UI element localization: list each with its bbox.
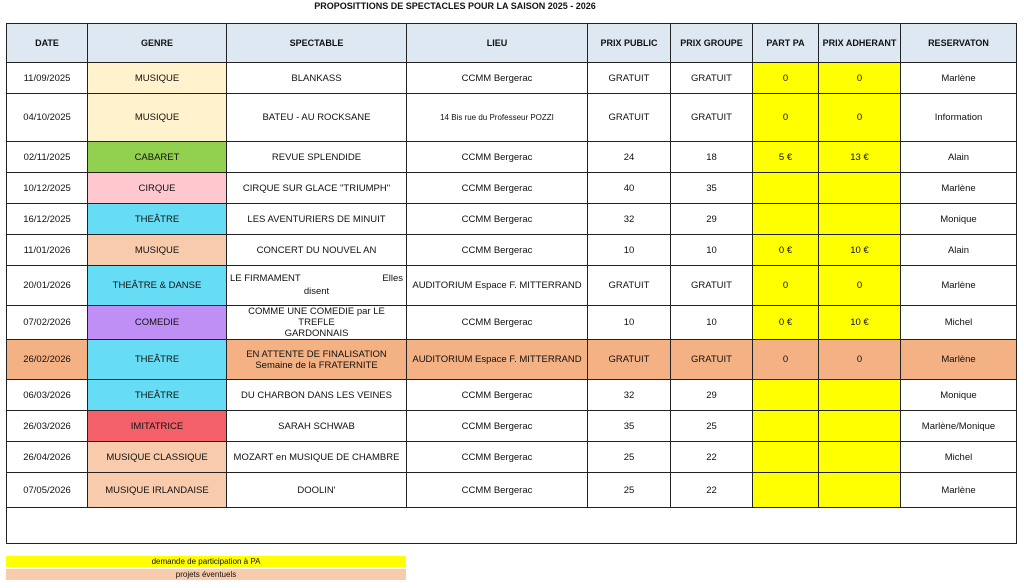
- table-row[interactable]: [7, 204, 1017, 235]
- cell-lieu: CCMM Bergerac: [407, 173, 588, 204]
- header-spectacle: SPECTABLE: [227, 24, 407, 63]
- cell-prix-groupe: 22: [671, 442, 753, 473]
- cell-prix-public: GRATUIT: [588, 340, 671, 380]
- spectacle-line-1: LE FIRMAMENT: [230, 272, 301, 284]
- cell-part-pa: 0: [753, 340, 819, 380]
- cell-genre: THEÂTRE: [88, 380, 227, 411]
- header-part-pa: PART PA: [753, 24, 819, 63]
- cell-date: 26/03/2026: [7, 411, 88, 442]
- spectacle-line-1: EN ATTENTE DE FINALISATION: [246, 348, 387, 360]
- cell-lieu: 14 Bis rue du Professeur POZZI: [407, 94, 588, 142]
- cell-prix-public: 10: [588, 306, 671, 340]
- header-reservation: RESERVATON: [901, 24, 1017, 63]
- cell-prix-adherant: 10 €: [819, 306, 901, 340]
- cell-prix-adherant: [819, 380, 901, 411]
- cell-part-pa: 0: [753, 94, 819, 142]
- cell-genre: THEÂTRE: [88, 340, 227, 380]
- cell-prix-groupe: 10: [671, 235, 753, 266]
- cell-spectacle: [227, 340, 407, 380]
- cell-prix-groupe: GRATUIT: [671, 94, 753, 142]
- cell-genre: CIRQUE: [88, 173, 227, 204]
- cell-prix-groupe: 25: [671, 411, 753, 442]
- cell-spectacle: SARAH SCHWAB: [227, 411, 407, 442]
- cell-lieu: CCMM Bergerac: [407, 63, 588, 94]
- cell-prix-public: 40: [588, 173, 671, 204]
- cell-prix-public: 25: [588, 442, 671, 473]
- cell-date: 10/12/2025: [7, 173, 88, 204]
- cell-prix-public: 10: [588, 235, 671, 266]
- cell-reservation: Information: [901, 94, 1017, 142]
- cell-genre: CABARET: [88, 142, 227, 173]
- cell-spectacle: LES AVENTURIERS DE MINUIT: [227, 204, 407, 235]
- cell-date: 02/11/2025: [7, 142, 88, 173]
- cell-reservation: Marlène: [901, 473, 1017, 508]
- cell-lieu: AUDITORIUM Espace F. MITTERRAND: [407, 266, 588, 306]
- cell-reservation: Alain: [901, 142, 1017, 173]
- cell-genre: COMEDIE: [88, 306, 227, 340]
- cell-part-pa: [753, 411, 819, 442]
- spectacles-table: [6, 23, 1017, 544]
- cell-prix-public: 24: [588, 142, 671, 173]
- cell-reservation: Michel: [901, 306, 1017, 340]
- cell-lieu: CCMM Bergerac: [407, 473, 588, 508]
- cell-genre: MUSIQUE: [88, 94, 227, 142]
- cell-lieu: CCMM Bergerac: [407, 442, 588, 473]
- cell-reservation: Marlène: [901, 173, 1017, 204]
- cell-reservation: Marlène: [901, 266, 1017, 306]
- cell-genre: IMITATRICE: [88, 411, 227, 442]
- table-row[interactable]: [7, 235, 1017, 266]
- cell-prix-groupe: GRATUIT: [671, 63, 753, 94]
- cell-prix-adherant: 10 €: [819, 235, 901, 266]
- cell-genre: MUSIQUE IRLANDAISE: [88, 473, 227, 508]
- cell-prix-groupe: 35: [671, 173, 753, 204]
- cell-part-pa: [753, 380, 819, 411]
- legend-participation: demande de participation à PA: [6, 556, 406, 567]
- cell-date: 11/01/2026: [7, 235, 88, 266]
- cell-prix-public: GRATUIT: [588, 266, 671, 306]
- table-row[interactable]: [7, 94, 1017, 142]
- cell-spectacle: CONCERT DU NOUVEL AN: [227, 235, 407, 266]
- header-lieu: LIEU: [407, 24, 588, 63]
- spectacle-line-1b: Elles: [382, 272, 403, 284]
- cell-prix-adherant: [819, 173, 901, 204]
- table-row[interactable]: [7, 442, 1017, 473]
- cell-genre: MUSIQUE: [88, 235, 227, 266]
- cell-prix-adherant: 0: [819, 63, 901, 94]
- cell-lieu: CCMM Bergerac: [407, 411, 588, 442]
- cell-lieu: CCMM Bergerac: [407, 306, 588, 340]
- cell-date: 11/09/2025: [7, 63, 88, 94]
- cell-lieu: CCMM Bergerac: [407, 142, 588, 173]
- cell-prix-adherant: 0: [819, 94, 901, 142]
- cell-spectacle: [227, 306, 407, 340]
- cell-date: 26/02/2026: [7, 340, 88, 380]
- cell-date: 06/03/2026: [7, 380, 88, 411]
- cell-spectacle: BATEU - AU ROCKSANE: [227, 94, 407, 142]
- cell-reservation: Alain: [901, 235, 1017, 266]
- cell-lieu: CCMM Bergerac: [407, 235, 588, 266]
- cell-spectacle: DOOLIN': [227, 473, 407, 508]
- cell-genre: THEÂTRE: [88, 204, 227, 235]
- cell-prix-groupe: 18: [671, 142, 753, 173]
- cell-part-pa: 0 €: [753, 235, 819, 266]
- cell-prix-public: GRATUIT: [588, 63, 671, 94]
- cell-date: 16/12/2025: [7, 204, 88, 235]
- spectacle-line-2: Semaine de la FRATERNITE: [255, 359, 378, 371]
- header-genre: GENRE: [88, 24, 227, 63]
- cell-date: 07/05/2026: [7, 473, 88, 508]
- cell-prix-groupe: GRATUIT: [671, 340, 753, 380]
- cell-prix-public: 35: [588, 411, 671, 442]
- cell-prix-groupe: 10: [671, 306, 753, 340]
- page-title: PROPOSITTIONS DE SPECTACLES POUR LA SAISON 2025 - 2026: [314, 1, 596, 11]
- cell-prix-groupe: GRATUIT: [671, 266, 753, 306]
- cell-part-pa: [753, 473, 819, 508]
- cell-reservation: Marlène: [901, 63, 1017, 94]
- cell-prix-adherant: [819, 204, 901, 235]
- cell-part-pa: 5 €: [753, 142, 819, 173]
- cell-reservation: Marlène/Monique: [901, 411, 1017, 442]
- cell-date: 20/01/2026: [7, 266, 88, 306]
- table-row[interactable]: [7, 473, 1017, 508]
- cell-part-pa: [753, 204, 819, 235]
- cell-prix-groupe: 29: [671, 204, 753, 235]
- table-row[interactable]: [7, 173, 1017, 204]
- cell-part-pa: 0: [753, 63, 819, 94]
- cell-lieu: AUDITORIUM Espace F. MITTERRAND: [407, 340, 588, 380]
- cell-spectacle: CIRQUE SUR GLACE "TRIUMPH": [227, 173, 407, 204]
- cell-prix-public: GRATUIT: [588, 94, 671, 142]
- cell-spectacle: BLANKASS: [227, 63, 407, 94]
- table-row[interactable]: [7, 142, 1017, 173]
- cell-spectacle: [227, 266, 407, 306]
- cell-genre: MUSIQUE: [88, 63, 227, 94]
- cell-prix-adherant: 0: [819, 340, 901, 380]
- empty-cell: [7, 508, 1017, 544]
- cell-prix-adherant: [819, 442, 901, 473]
- cell-prix-groupe: 22: [671, 473, 753, 508]
- legend-projets: projets éventuels: [6, 569, 406, 580]
- cell-part-pa: 0: [753, 266, 819, 306]
- cell-genre: THEÂTRE & DANSE: [88, 266, 227, 306]
- cell-prix-public: 32: [588, 204, 671, 235]
- spectacle-line-2: GARDONNAIS: [284, 328, 349, 339]
- cell-date: 26/04/2026: [7, 442, 88, 473]
- table-row[interactable]: [7, 63, 1017, 94]
- cell-prix-public: 32: [588, 380, 671, 411]
- cell-reservation: Monique: [901, 204, 1017, 235]
- table-row[interactable]: [7, 380, 1017, 411]
- table-row[interactable]: [7, 266, 1017, 306]
- table-row-highlighted[interactable]: [7, 340, 1017, 380]
- cell-spectacle: REVUE SPLENDIDE: [227, 142, 407, 173]
- cell-date: 04/10/2025: [7, 94, 88, 142]
- cell-prix-groupe: 29: [671, 380, 753, 411]
- cell-part-pa: [753, 173, 819, 204]
- cell-reservation: Monique: [901, 380, 1017, 411]
- table-row[interactable]: [7, 306, 1017, 340]
- header-date: DATE: [7, 24, 88, 63]
- cell-lieu: CCMM Bergerac: [407, 380, 588, 411]
- cell-prix-public: 25: [588, 473, 671, 508]
- cell-part-pa: [753, 442, 819, 473]
- cell-genre: MUSIQUE CLASSIQUE: [88, 442, 227, 473]
- cell-reservation: Marlène: [901, 340, 1017, 380]
- cell-spectacle: DU CHARBON DANS LES VEINES: [227, 380, 407, 411]
- cell-date: 07/02/2026: [7, 306, 88, 340]
- header-row: [7, 24, 1017, 63]
- cell-prix-adherant: 13 €: [819, 142, 901, 173]
- spectacle-line-2: disent: [303, 285, 330, 297]
- cell-prix-adherant: [819, 411, 901, 442]
- spectacle-line-1: COMME UNE COMEDIE par LE TREFLE: [248, 306, 385, 328]
- cell-prix-adherant: 0: [819, 266, 901, 306]
- table-row[interactable]: [7, 411, 1017, 442]
- cell-part-pa: 0 €: [753, 306, 819, 340]
- cell-prix-adherant: [819, 473, 901, 508]
- cell-spectacle: MOZART en MUSIQUE DE CHAMBRE: [227, 442, 407, 473]
- header-prix-groupe: PRIX GROUPE: [671, 24, 753, 63]
- cell-reservation: Michel: [901, 442, 1017, 473]
- cell-lieu: CCMM Bergerac: [407, 204, 588, 235]
- header-prix-public: PRIX PUBLIC: [588, 24, 671, 63]
- empty-row: [7, 508, 1017, 544]
- header-prix-adherant: PRIX ADHERANT: [819, 24, 901, 63]
